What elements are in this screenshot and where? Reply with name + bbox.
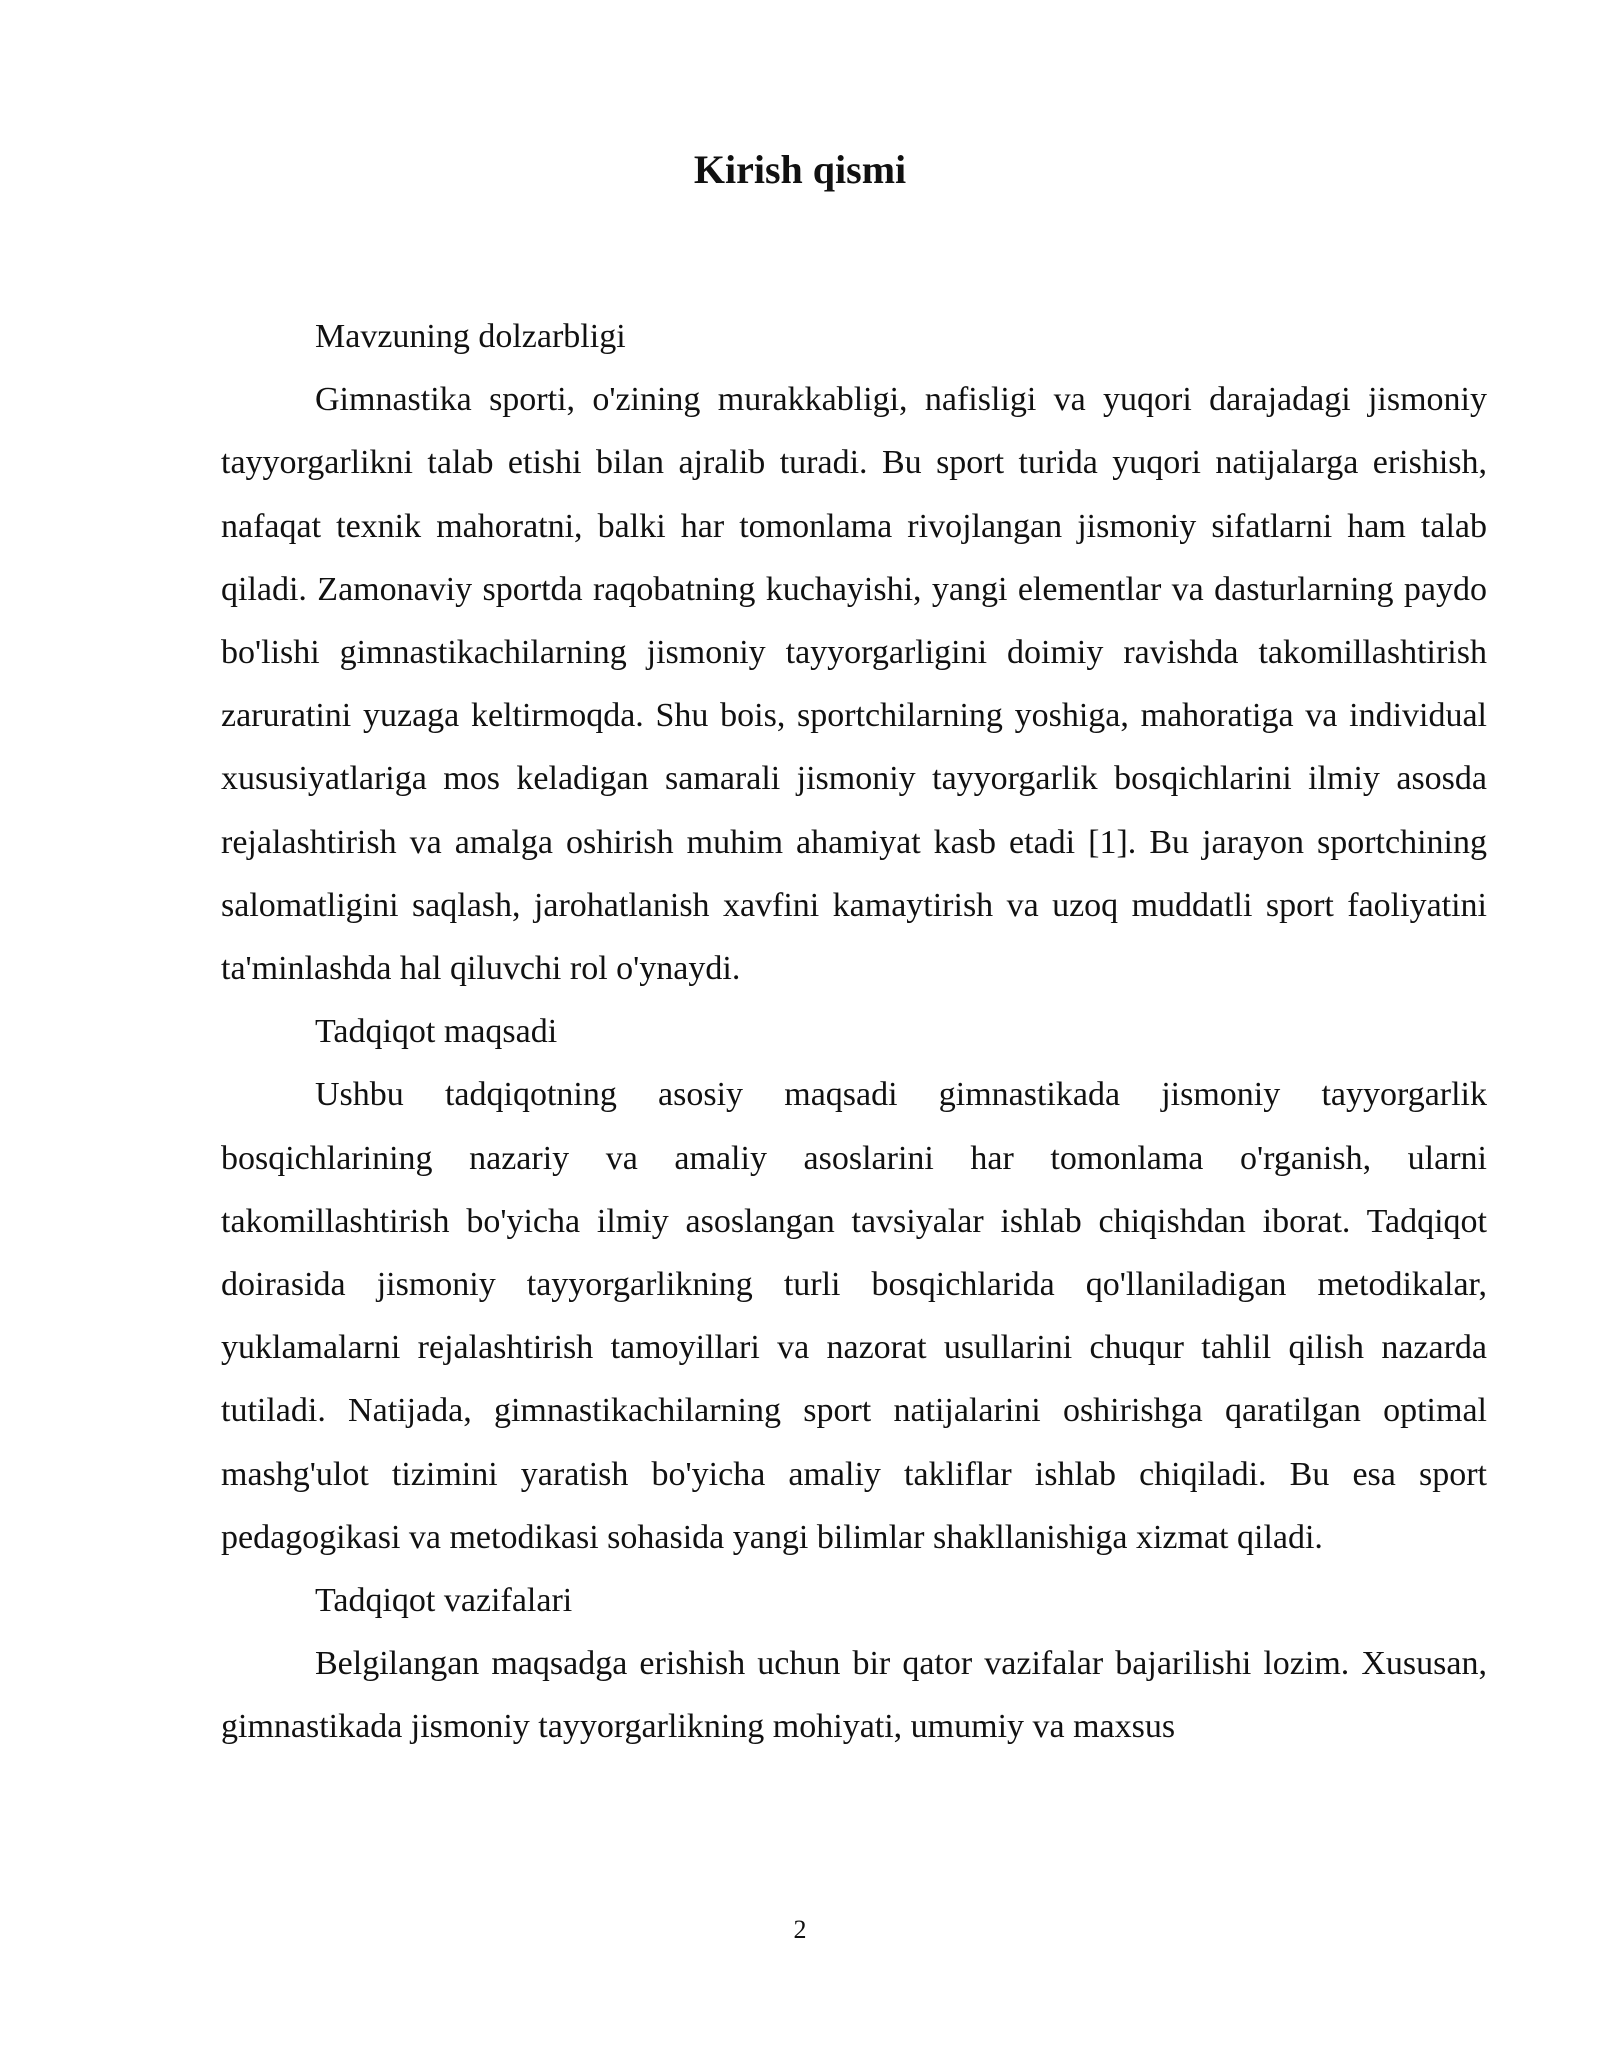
section-heading-relevance: Mavzuning dolzarbligi <box>315 318 626 355</box>
paragraph-goal: Ushbu tadqiqotning asosiy maqsadi gimnastikada jismoniy tayyorgarlik bosqichlarining nazariy va amaliy asoslarini har tomonlama o'rganish, ularni takomillashtirish bo'yicha ilmiy asoslangan tavsiyalar ishlab chiqishdan iborat. Tadqiqot doirasida jismoniy tayyorgarlikning turli bosqichlarida qo'llaniladigan metodikalar, yuklamalarni rejalashtirish tamoyillari va nazorat usullarini chuqur tahlil qilish nazarda tutiladi. Natijada, gimnastikachilarning sport natijalarini oshirishga qaratilgan optimal mashg'ulot tizimini yaratish bo'yicha amaliy takliflar ishlab chiqiladi. Bu esa sport pedagogikasi va metodikasi sohasida yangi bilimlar shakllanishiga xizmat qiladi. <box>221 1076 1487 1556</box>
page-title: Kirish qismi <box>693 147 907 192</box>
document-body <box>221 305 1487 1759</box>
paragraph-tasks: Belgilangan maqsadga erishish uchun bir qator vazifalar bajarilishi lozim. Xususan, gimnastikada jismoniy tayyorgarlikning mohiyati, umumiy va maxsus <box>221 1645 1487 1746</box>
section-heading-tasks: Tadqiqot vazifalari <box>315 1582 573 1620</box>
section-heading-goal: Tadqiqot maqsadi <box>315 1013 558 1051</box>
paragraph-relevance: Gimnastika sporti, o'zining murakkabligi, nafisligi va yuqori darajadagi jismoniy tayyorgarlikni talab etishi bilan ajralib turadi. Bu sport turida yuqori natijalarga erishish, nafaqat texnik mahoratni, balki har tomonlama rivojlangan jismoniy sifatlarni ham talab qiladi. Zamonaviy sportda raqobatning kuchayishi, yangi elementlar va dasturlarning paydo bo'lishi gimnastikachilarning jismoniy tayyorgarligini doimiy ravishda takomillashtirish zaruratini yuzaga keltirmoqda. Shu bois, sportchilarning yoshiga, mahoratiga va individual xususiyatlariga mos keladigan samarali jismoniy tayyorgarlik bosqichlarini ilmiy asosda rejalashtirish va amalga oshirish muhim ahamiyat kasb etadi [1]. Bu jarayon sportchining salomatligini saqlash, jarohatlanish xavfini kamaytirish va uzoq muddatli sport faoliyatini ta'minlashda hal qiluvchi rol o'ynaydi. <box>221 381 1487 988</box>
page-number: 2 <box>793 1915 807 1944</box>
